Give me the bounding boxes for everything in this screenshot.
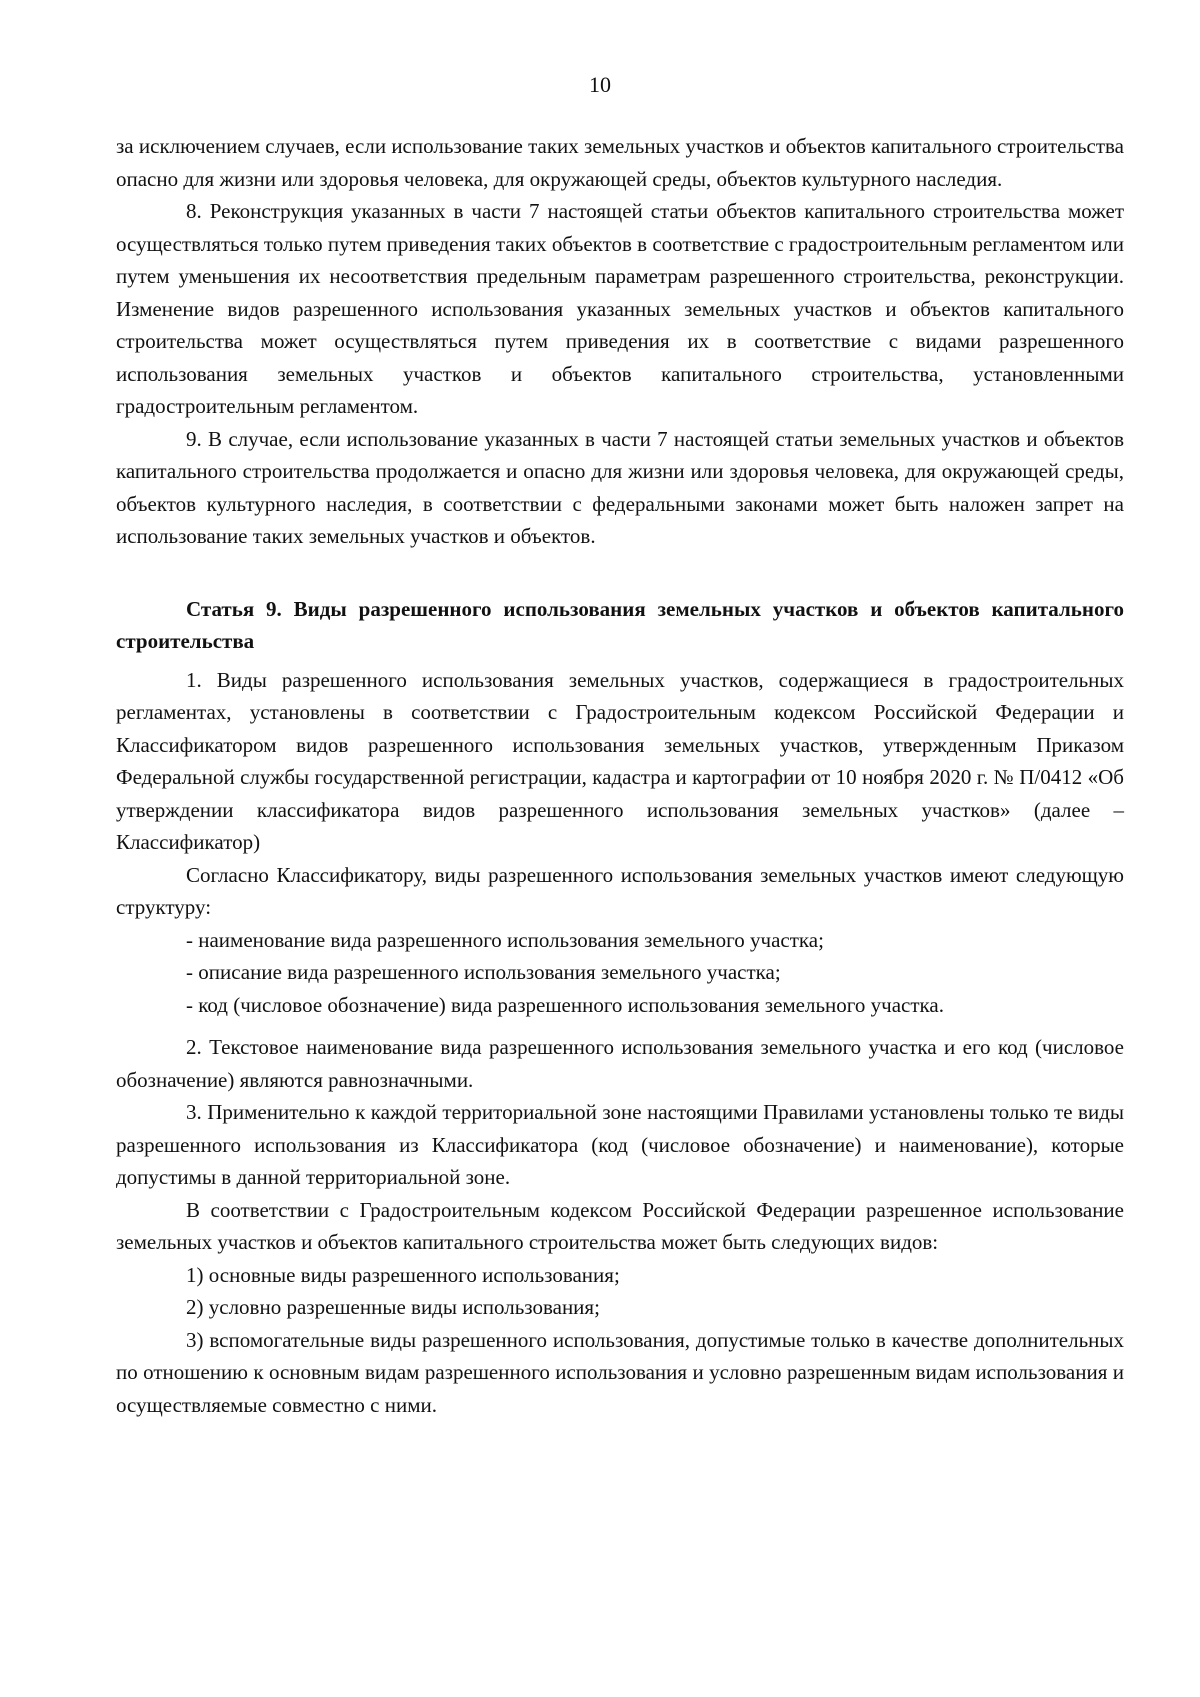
paragraph-article9-item-1: 1. Виды разрешенного использования земельных участков, содержащиеся в градостроительных регламентах, установлены в соответствии с Градостроительным кодексом Российской Федерации и Классификатором видов разрешенного использования земельных участков, утвержденным Приказом Федеральной службы государственной регистрации, кадастра и картографии от 10 ноября 2020 г. № П/0412 «Об утверждении классификатора видов разрешенного использования земельных участков» (далее – Классификатор) bbox=[116, 667, 1124, 854]
page-number: 10 bbox=[589, 72, 611, 97]
list-item: - наименование вида разрешенного использования земельного участка; bbox=[186, 927, 824, 952]
paragraph-classifier-structure: Согласно Классификатору, виды разрешенного использования земельных участков имеют следующую структуру: bbox=[116, 862, 1124, 919]
list-item: 2) условно разрешенные виды использования; bbox=[186, 1295, 600, 1319]
paragraph-article9-item-2: 2. Текстовое наименование вида разрешенного использования земельного участка и его код (числовое обозначение) являются равнозначными. bbox=[116, 1035, 1124, 1092]
paragraph-permitted-use-types: В соответствии с Градостроительным кодексом Российской Федерации разрешенное использование земельных участков и объектов капитального строительства может быть следующих видов: bbox=[116, 1197, 1124, 1254]
paragraph-item-9: 9. В случае, если использование указанных в части 7 настоящей статьи земельных участков и объектов капитального строительства продолжается и опасно для жизни или здоровья человека, для окружающей среды, объектов культурного наследия, в соответствии с федеральными законами может быть наложен запрет на использование таких земельных участков и объектов. bbox=[116, 426, 1124, 548]
list-item: - описание вида разрешенного использования земельного участка; bbox=[186, 960, 781, 984]
paragraph-item-8: 8. Реконструкция указанных в части 7 настоящей статьи объектов капитального строительства может осуществляться только путем приведения таких объектов в соответствие с градостроительным регламентом или путем уменьшения их несоответствия предельным параметрам разрешенного строительства, реконструкции. Изменение видов разрешенного использования указанных земельных участков и объектов капитального строительства может осуществляться путем приведения их в соответствие с видами разрешенного использования земельных участков и объектов капитального строительства, установленными градостроительным регламентом. bbox=[116, 199, 1124, 418]
paragraph-article9-item-3: 3. Применительно к каждой территориальной зоне настоящими Правилами установлены только те виды разрешенного использования из Классификатора (код (числовое обозначение) и наименование), которые допустимы в данной территориальной зоне. bbox=[116, 1100, 1124, 1189]
list-item: 1) основные виды разрешенного использования; bbox=[186, 1262, 620, 1287]
list-item: - код (числовое обозначение) вида разрешенного использования земельного участка. bbox=[186, 992, 944, 1017]
paragraph-continuation: за исключением случаев, если использование таких земельных участков и объектов капитального строительства опасно для жизни или здоровья человека, для окружающей среды, объектов культурного наследия. bbox=[116, 134, 1124, 191]
list-item: 3) вспомогательные виды разрешенного использования, допустимые только в качестве дополнительных по отношению к основным видам разрешенного использования и условно разрешенным видам использования и осуществляемые совместно с ними. bbox=[116, 1327, 1124, 1417]
article-heading: Статья 9. Виды разрешенного использования земельных участков и объектов капитального строительства bbox=[116, 596, 1124, 653]
document-body bbox=[116, 130, 1124, 1421]
